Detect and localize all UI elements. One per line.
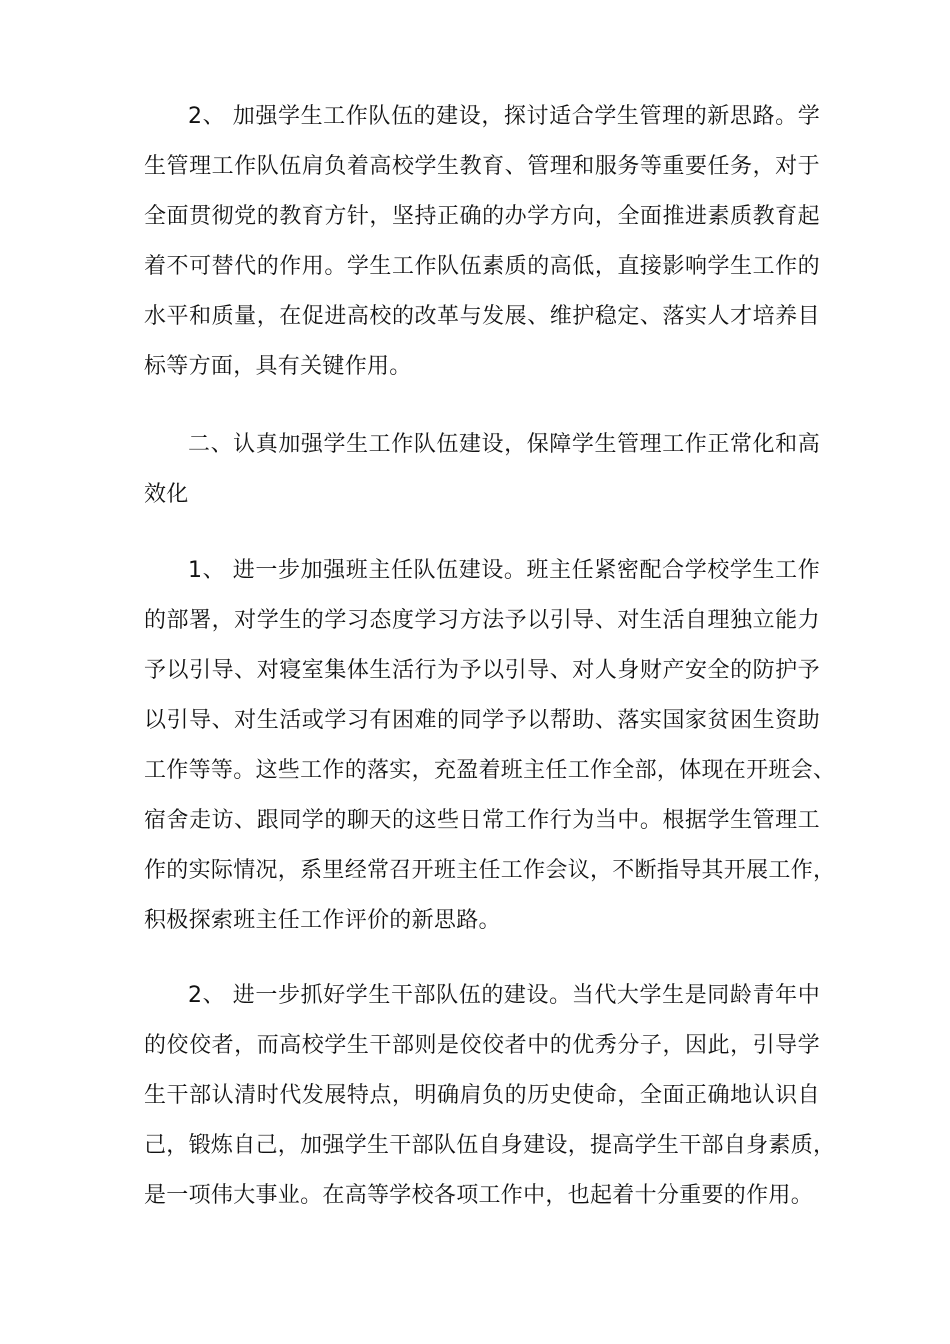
text-line: 生管理工作队伍肩负着高校学生教育、管理和服务等重要任务，对于 <box>144 154 820 179</box>
paragraph-team-building <box>144 92 820 392</box>
heading-line: 效化 <box>144 482 189 507</box>
text-line: 生干部认清时代发展特点，明确肩负的历史使命，全面正确地认识自 <box>144 1083 820 1108</box>
text-line: 宿舍走访、跟同学的聊天的这些日常工作行为当中。根据学生管理工 <box>144 808 820 833</box>
text-line: 的部署，对学生的学习态度学习方法予以引导、对生活自理独立能力 <box>144 608 820 633</box>
text-line: 积极探索班主任工作评价的新思路。 <box>144 908 501 933</box>
text-line: 2、 进一步抓好学生干部队伍的建设。当代大学生是同龄青年中 <box>188 983 820 1008</box>
text-line: 工作等等。这些工作的落实，充盈着班主任工作全部，体现在开班会、 <box>144 758 836 783</box>
text-line: 全面贯彻党的教育方针，坚持正确的办学方向，全面推进素质教育起 <box>144 204 820 229</box>
text-line: 标等方面，具有关键作用。 <box>144 354 412 379</box>
text-line: 是一项伟大事业。在高等学校各项工作中，也起着十分重要的作用。 <box>144 1183 814 1208</box>
text-line: 予以引导、对寝室集体生活行为予以引导、对人身财产安全的防护予 <box>144 658 820 683</box>
section-heading <box>144 420 820 520</box>
text-line: 2、 加强学生工作队伍的建设，探讨适合学生管理的新思路。学 <box>188 104 820 129</box>
heading-line: 二、认真加强学生工作队伍建设，保障学生管理工作正常化和高 <box>188 432 820 457</box>
text-line: 水平和质量，在促进高校的改革与发展、维护稳定、落实人才培养目 <box>144 304 820 329</box>
text-line: 以引导、对生活或学习有困难的同学予以帮助、落实国家贫困生资助 <box>144 708 820 733</box>
text-line: 着不可替代的作用。学生工作队伍素质的高低，直接影响学生工作的 <box>144 254 820 279</box>
text-line: 作的实际情况，系里经常召开班主任工作会议，不断指导其开展工作， <box>144 858 836 883</box>
text-line: 1、 进一步加强班主任队伍建设。班主任紧密配合学校学生工作 <box>188 558 820 583</box>
document-page <box>144 92 836 1221</box>
text-line: 的佼佼者，而高校学生干部则是佼佼者中的优秀分子，因此，引导学 <box>144 1033 820 1058</box>
paragraph-student-cadres <box>144 971 836 1221</box>
paragraph-class-teacher <box>144 546 836 946</box>
text-line: 己，锻炼自己，加强学生干部队伍自身建设，提高学生干部自身素质， <box>144 1133 836 1158</box>
